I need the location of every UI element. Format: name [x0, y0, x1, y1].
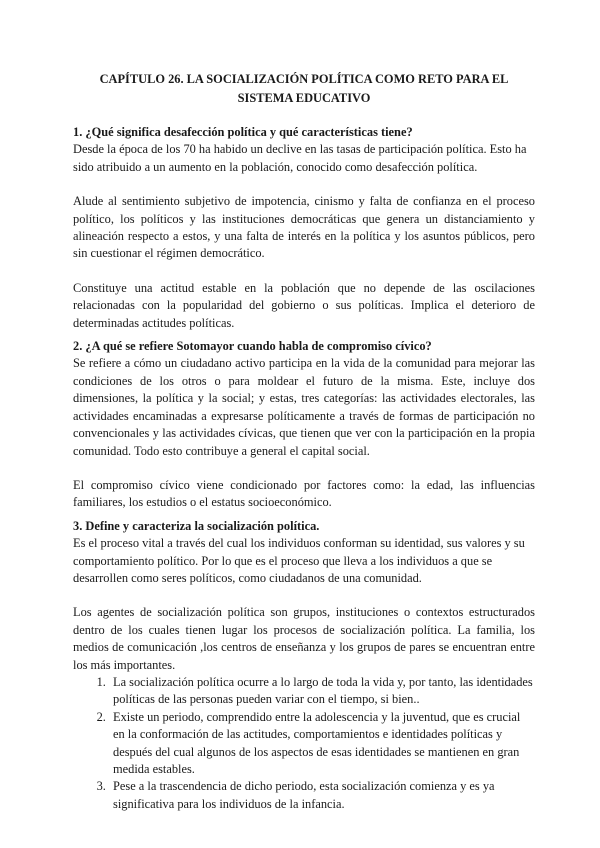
list-item: 3. Pese a la trascendencia de dicho periodo, esta socialización comienza y es ya significativa para los individuos de la infancia. — [109, 778, 535, 813]
section-1-paragraph-1: Desde la época de los 70 ha habido un declive en las tasas de participación política. Esto ha sido atribuido a un aumento en la población, conocido como desafección política. — [73, 142, 527, 174]
question-1: 1. ¿Qué significa desafección política y qué características tiene? — [73, 125, 413, 139]
section-3-paragraph-1: Es el proceso vital a través del cual los individuos conforman su identidad, sus valores y su comportamiento político. Por lo que es el proceso que lleva a los individuos a que se desarrollen como seres políticos, como ciudadanos de una comunidad. — [73, 536, 525, 585]
section-1-paragraph-3: Constituye una actitud estable en la población que no depende de las oscilaciones relacionadas con la popularidad del gobierno o sus políticas. Implica el deterioro de determinadas actitudes políticas. — [73, 280, 535, 330]
section-2-paragraph-2: El compromiso cívico viene condicionado por factores como: la edad, las influencias familiares, los estudios o el estatus socioeconómico. — [73, 477, 535, 510]
question-2: 2. ¿A qué se refiere Sotomayor cuando habla de compromiso cívico? — [73, 339, 432, 354]
section-2-paragraph-1: Se refiere a cómo un ciudadano activo participa en la vida de la comunidad para mejorar las condiciones de los otros o para moldear el futuro de la misma. Este, incluye dos dimensiones, la política y la social; y estas, tres categorías: las actividades electorales, las actividades encaminadas a expresarse políticamente a través de formas de participación no convencionales y las actividades cívicas, que tienen que ver con la participación en la propia comunidad. Todo esto contribuye a general el capital social. — [73, 356, 535, 458]
section-1-paragraph-2: Alude al sentimiento subjetivo de impotencia, cinismo y falta de confianza en el proceso político, los políticos y las instituciones democráticas que genera un distanciamiento y alineación respecto a estos, y una falta de interés en la política y los asuntos públicos, pero sin cuestionar el régimen democrático. — [73, 194, 535, 261]
chapter-title: CAPÍTULO 26. LA SOCIALIZACIÓN POLÍTICA COMO RETO PARA EL SISTEMA EDUCATIVO — [99, 72, 509, 105]
list-item: 1. La socialización política ocurre a lo largo de toda la vida y, por tanto, las identidades políticas de las personas pueden variar con el tiempo, si bien.. — [109, 674, 535, 709]
section-3-paragraph-2: Los agentes de socialización política son grupos, instituciones o contextos estructurados dentro de los cuales tienen lugar los procesos de socialización política. La familia, los medios de comunicación ,los centros de enseñanza y los grupos de pares se encuentran entre los más importantes. — [73, 605, 535, 672]
socialization-list — [73, 674, 535, 813]
list-item: 2. Existe un periodo, comprendido entre la adolescencia y la juventud, que es crucial en la conformación de las actitudes, comportamientos e identidades políticas y después del cual algunos de los aspectos de esas identidades se mantienen en gran medida estables. — [109, 709, 535, 779]
question-3: 3. Define y caracteriza la socialización política. — [73, 518, 320, 533]
